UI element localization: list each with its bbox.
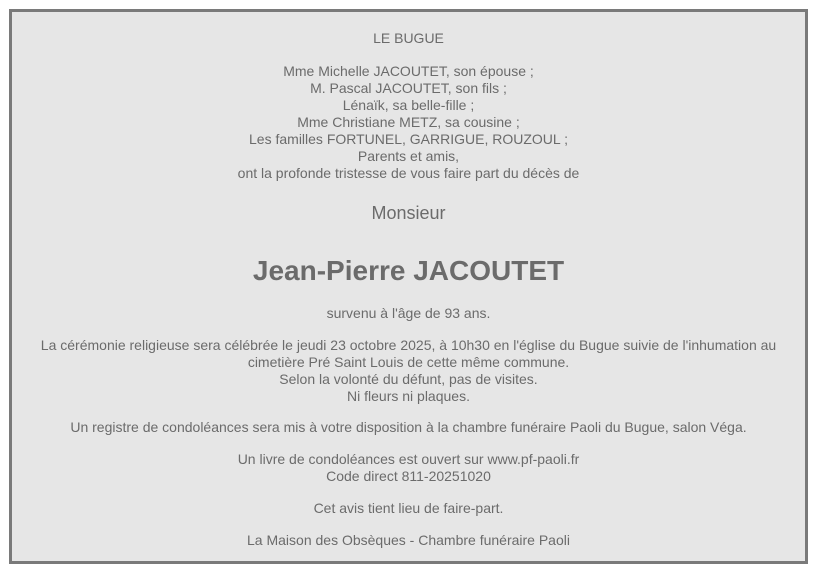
funeral-home-signature: La Maison des Obsèques - Chambre funéraire Paoli <box>247 532 570 548</box>
ceremony-details <box>12 337 805 405</box>
ceremony-line: La cérémonie religieuse sera célébrée le jeudi 23 octobre 2025, à 10h30 en l'église du Bugue suivie de l'inhumation au <box>40 337 777 353</box>
age-line: survenu à l'âge de 93 ans. <box>326 305 491 321</box>
faire-part-line: Cet avis tient lieu de faire-part. <box>313 500 504 516</box>
family-line: Mme Christiane METZ, sa cousine ; <box>297 114 520 130</box>
online-condolences <box>12 451 805 485</box>
ceremony-line: cimetière Pré Saint Louis de cette même commune. <box>247 354 570 370</box>
civility-title: Monsieur <box>371 203 446 223</box>
family-line: Parents et amis, <box>357 148 460 164</box>
condolence-register-line: Un registre de condoléances sera mis à votre disposition à la chambre funéraire Paoli du Bugue, salon Véga. <box>70 419 747 435</box>
condolence-website-line: Un livre de condoléances est ouvert sur www.pf-paoli.fr <box>237 451 580 467</box>
announcement-line: ont la profonde tristesse de vous faire part du décès de <box>237 165 580 181</box>
obituary-notice <box>9 9 808 564</box>
direct-code-line: Code direct 811-20251020 <box>326 468 491 484</box>
family-line: Lénaïk, sa belle-fille ; <box>342 97 475 113</box>
ceremony-line: Ni fleurs ni plaques. <box>347 388 470 404</box>
town-heading: LE BUGUE <box>373 30 444 46</box>
family-line: M. Pascal JACOUTET, son fils ; <box>310 80 507 96</box>
deceased-name: Jean-Pierre JACOUTET <box>252 255 565 286</box>
family-line: Mme Michelle JACOUTET, son épouse ; <box>283 63 534 79</box>
family-line: Les familles FORTUNEL, GARRIGUE, ROUZOUL ; <box>249 131 568 147</box>
family-list <box>12 63 805 182</box>
ceremony-line: Selon la volonté du défunt, pas de visites. <box>279 371 538 387</box>
